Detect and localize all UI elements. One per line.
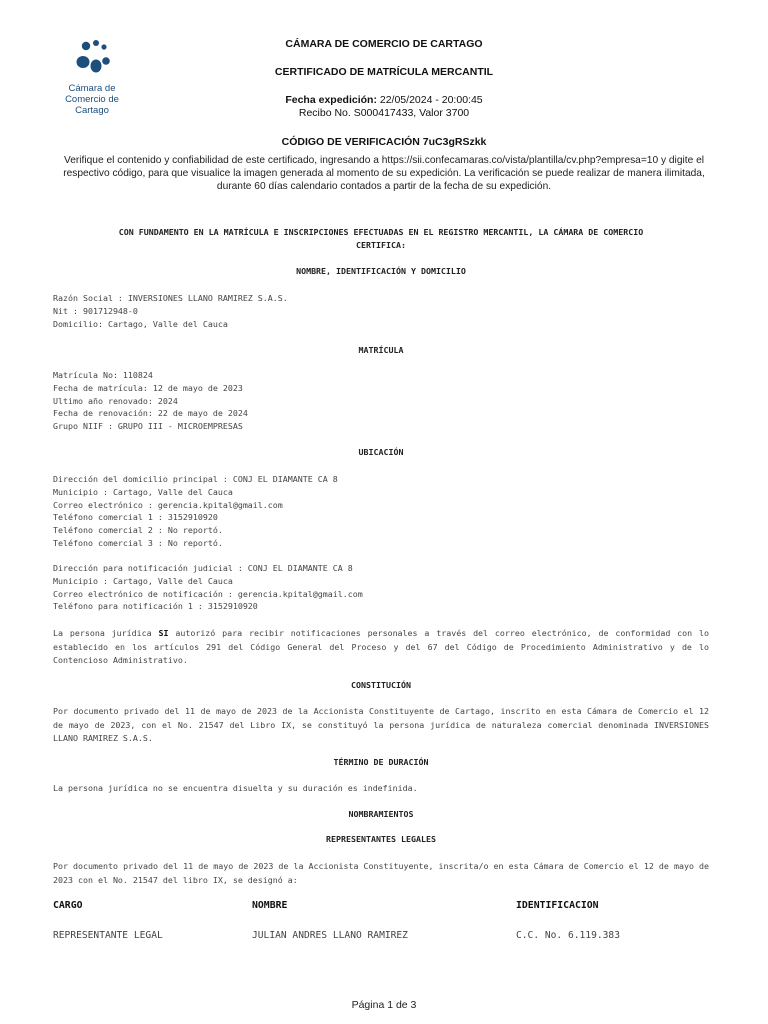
ubicacion-block — [53, 473, 709, 550]
constitucion-paragraph: Por documento privado del 11 de mayo de 2023 de la Accionista Constituyente de Cartago, inscrito en esta Cámara de Comercio el 12 de mayo de 2023, con el No. 21547 del Libro IX, se constituyó la persona jurídica de naturaleza comercial denominada INVERSIONES LLANO RAMIREZ S.A.S. — [53, 706, 709, 743]
section-title-matricula: MATRÍCULA — [358, 345, 404, 355]
notificacion-line: Correo electrónico de notificación : gerencia.kpital@gmail.com — [53, 588, 363, 599]
certificate-header — [0, 38, 768, 148]
section-title-nombre: NOMBRE, IDENTIFICACIÓN Y DOMICILIO — [296, 266, 466, 276]
notificacion-line: Municipio : Cartago, Valle del Cauca — [53, 575, 233, 586]
termino-paragraph: La persona jurídica no se encuentra disuelta y su duración es indefinida. — [53, 783, 418, 793]
section-title-nombramientos: NOMBRAMIENTOS — [348, 809, 414, 819]
table-cell-identificacion: C.C. No. 6.119.383 — [516, 930, 620, 941]
intro-line-1: CON FUNDAMENTO EN LA MATRÍCULA E INSCRIPCIONES EFECTUADAS EN EL REGISTRO MERCANTIL, LA CÁMARA DE COMERCIO — [118, 227, 644, 237]
ubicacion-line: Dirección del domicilio principal : CONJ EL DIAMANTE CA 8 — [53, 474, 338, 484]
autorizacion-si: SI — [158, 628, 169, 638]
chamber-name: CÁMARA DE COMERCIO DE CARTAGO — [285, 38, 483, 50]
issue-date-label: Fecha expedición: — [285, 94, 377, 106]
issue-info — [0, 94, 768, 120]
matricula-block — [53, 369, 709, 433]
autorizacion-paragraph — [53, 627, 709, 668]
section-title-constitucion: CONSTITUCIÓN — [351, 680, 411, 690]
matricula-line: Fecha de renovación: 22 de mayo de 2024 — [53, 408, 248, 419]
matricula-line: Ultimo año renovado: 2024 — [53, 395, 178, 406]
notificacion-line: Dirección para notificación judicial : CONJ EL DIAMANTE CA 8 — [53, 563, 353, 573]
matricula-line: Grupo NIIF : GRUPO III - MICROEMPRESAS — [53, 421, 243, 432]
ubicacion-line: Teléfono comercial 2 : No reportó. — [53, 525, 223, 536]
verification-code: CÓDIGO DE VERIFICACIÓN 7uC3gRSzkk — [281, 136, 487, 148]
issue-date-value: 22/05/2024 - 20:00:45 — [379, 94, 483, 106]
ubicacion-line: Teléfono comercial 3 : No reportó. — [53, 537, 223, 548]
table-cell-nombre: JULIAN ANDRES LLANO RAMIREZ — [252, 930, 408, 941]
table-header-cargo: CARGO — [53, 900, 83, 911]
verification-notice: Verifique el contenido y confiabilidad de este certificado, ingresando a https://sii.confecamaras.co/vista/plantilla/cv.php?empresa=10 y digite el respectivo código, para que visualice la imagen generada al momento de su expedición. La verificación se puede realizar de manera ilimitada, durante 60 días calendario contados a partir de la fecha de su expedición. — [63, 155, 705, 192]
notificacion-block — [53, 562, 709, 613]
ubicacion-line: Municipio : Cartago, Valle del Cauca — [53, 486, 233, 497]
table-cell-cargo: REPRESENTANTE LEGAL — [53, 930, 163, 941]
matricula-line: Matrícula No: 110824 — [53, 370, 153, 380]
table-header-nombre: NOMBRE — [252, 900, 288, 911]
nit: Nit : 901712948-0 — [53, 305, 138, 316]
ubicacion-line: Teléfono comercial 1 : 3152910920 — [53, 512, 218, 523]
section-title-termino: TÉRMINO DE DURACIÓN — [333, 757, 429, 767]
logo-line-2: Comercio de — [65, 94, 119, 105]
certificate-title: CERTIFICADO DE MATRÍCULA MERCANTIL — [274, 66, 494, 78]
section-title-representantes: REPRESENTANTES LEGALES — [326, 834, 436, 844]
autorizacion-pre: La persona jurídica — [53, 628, 159, 638]
razon-social: Razón Social : INVERSIONES LLANO RAMIREZ S.A.S. — [53, 293, 288, 303]
section-title-ubicacion: UBICACIÓN — [358, 447, 404, 457]
logo-line-1: Cámara de — [68, 83, 116, 94]
ubicacion-line: Correo electrónico : gerencia.kpital@gmail.com — [53, 499, 283, 510]
domicilio: Domicilio: Cartago, Valle del Cauca — [53, 318, 228, 329]
matricula-line: Fecha de matrícula: 12 de mayo de 2023 — [53, 382, 243, 393]
page-number: Página 1 de 3 — [351, 999, 417, 1011]
table-header-identificacion: IDENTIFICACION — [516, 900, 599, 911]
notificacion-line: Teléfono para notificación 1 : 3152910920 — [53, 601, 258, 612]
intro-line-2: CERTIFICA: — [356, 240, 406, 250]
receipt-info: Recibo No. S000417433, Valor 3700 — [298, 107, 470, 119]
representantes-paragraph: Por documento privado del 11 de mayo de 2023 de la Accionista Constituyente, inscrita/o en esta Cámara de Comercio el 12 de mayo de 2023 con el No. 21547 del libro IX, se designó a: — [53, 861, 709, 885]
intro-heading — [53, 226, 709, 252]
logo-line-3: Cartago — [75, 105, 109, 116]
autorizacion-post: autorizó para recibir notificaciones personales a través del correo electrónico, de conformidad con lo establecido en los artículos 291 del Código General del Proceso y del 67 del Código de Procedimiento Administrativo y de lo Contencioso Administrativo. — [53, 628, 709, 665]
identification-block — [53, 292, 709, 330]
